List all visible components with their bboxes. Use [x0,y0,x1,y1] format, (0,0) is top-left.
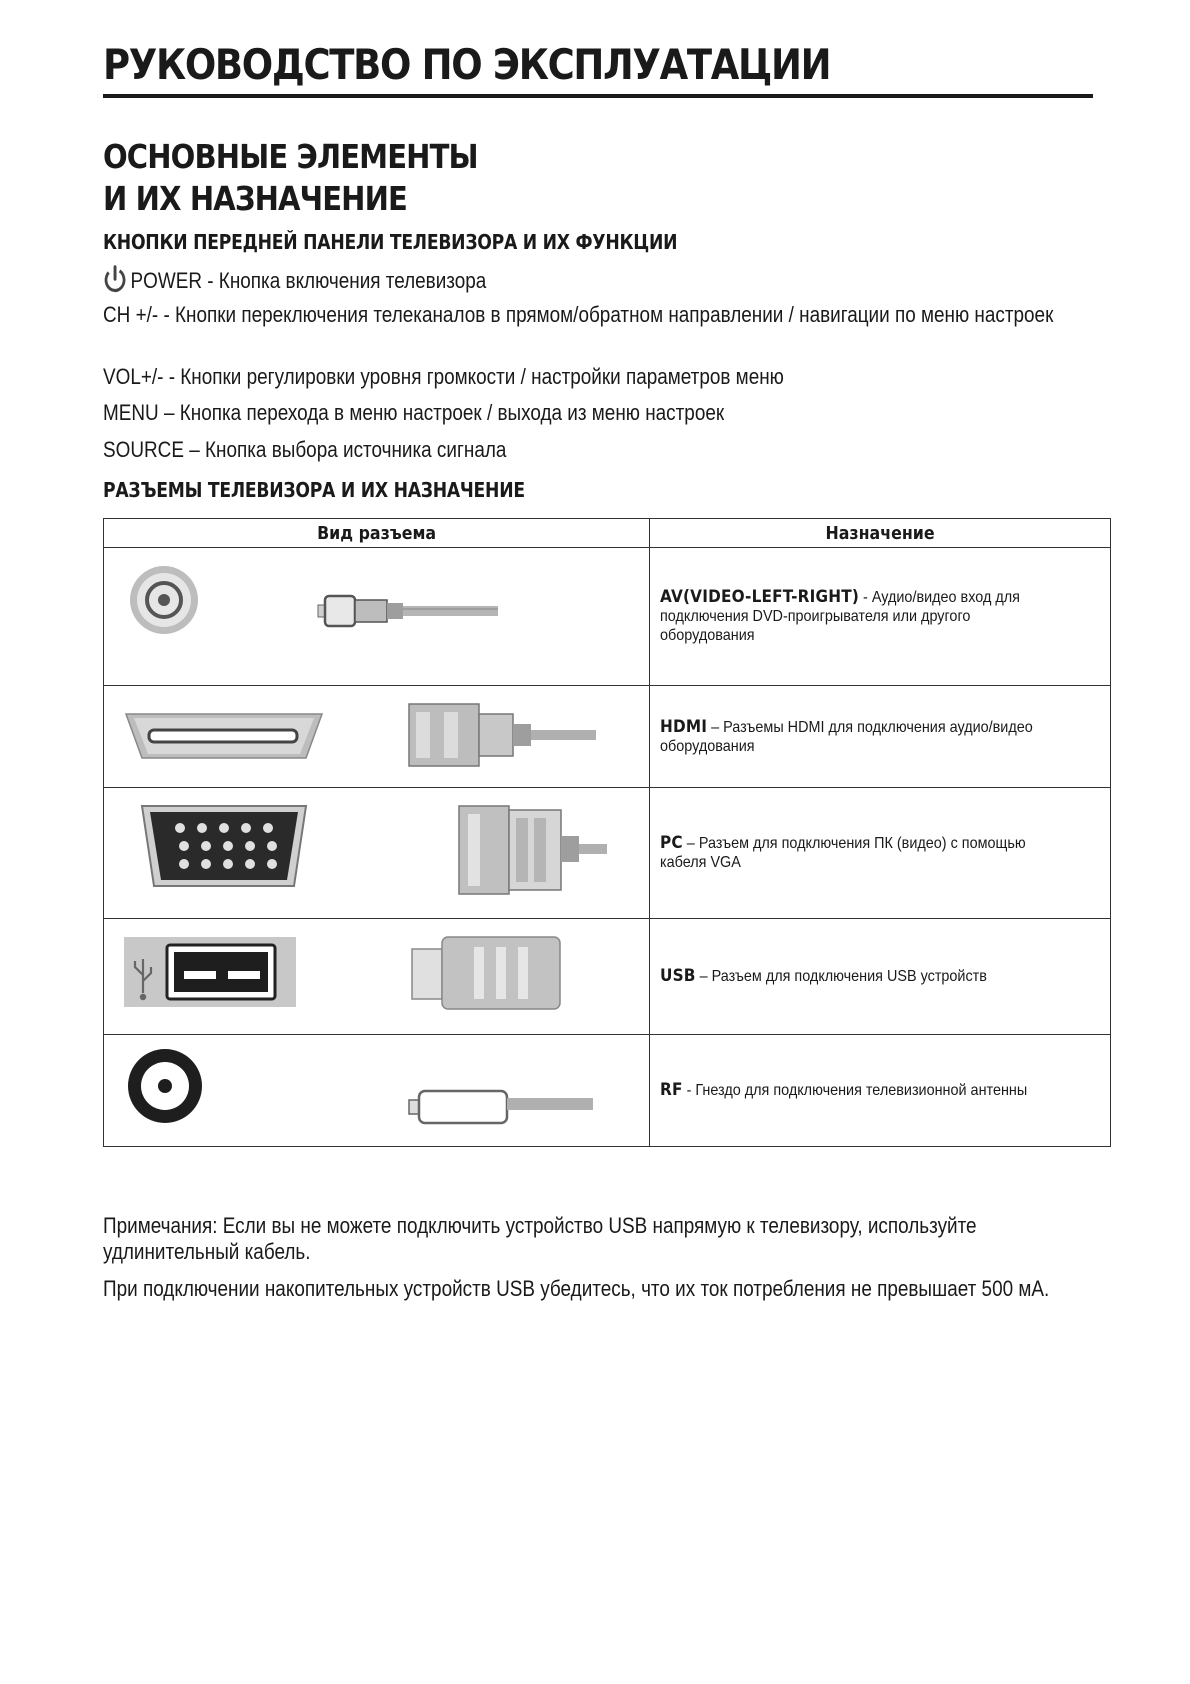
section-title-line2: И ИХ НАЗНАЧЕНИЕ [103,179,407,218]
connector-name: PC [660,833,683,853]
av-description: AV(VIDEO-LEFT-RIGHT) - Аудио/видео вход для подключения DVD-проигрывателя или другого оборудования [660,587,1020,644]
connector-image-cell [104,1035,650,1147]
rf-description: RF - Гнездо для подключения телевизионной антенны [660,1080,1028,1100]
title-divider [103,94,1093,98]
connector-name: HDMI [660,716,708,737]
connectors-heading: РАЗЪЕМЫ ТЕЛЕВИЗОРА И ИХ НАЗНАЧЕНИЕ [103,478,525,502]
table-row [104,548,1111,686]
table-row [104,1035,1111,1147]
front-panel-heading: КНОПКИ ПЕРЕДНЕЙ ПАНЕЛИ ТЕЛЕВИЗОРА И ИХ ФУНКЦИИ [103,230,678,254]
note-usb-current: При подключении накопительных устройств USB убедитесь, что их ток потребления не превышает 500 мА. [103,1276,1050,1301]
pc-description: PC – Разъем для подключения ПК (видео) с помощью кабеля VGA [660,833,1026,871]
connector-name: USB [660,966,696,986]
connector-description-cell [650,686,1111,788]
table-row [104,788,1111,919]
button-description-vol: VOL+/- - Кнопки регулировки уровня громкости / настройки параметров меню [103,364,784,389]
section-title-line1: ОСНОВНЫЕ ЭЛЕМЕНТЫ [103,137,478,176]
connector-image-cell [104,686,650,788]
connector-description-cell [650,548,1111,686]
connector-description-cell [650,1035,1111,1147]
connector-name: RF [660,1080,683,1100]
button-description-source: SOURCE – Кнопка выбора источника сигнала [103,437,507,462]
column-header-purpose: Назначение [650,519,1111,548]
power-icon [103,265,127,293]
connector-name: AV(VIDEO-LEFT-RIGHT) [660,587,860,607]
button-description-ch: CH +/- - Кнопки переключения телеканалов в прямом/обратном направлении / навигации по меню настроек [103,302,1054,327]
button-description-power [103,265,1092,294]
column-header-type: Вид разъема [104,519,650,548]
note-usb-extension: Примечания: Если вы не можете подключить устройство USB напрямую к телевизору, используйте удлинительный кабель. [103,1213,977,1264]
button-description-menu: MENU – Кнопка перехода в меню настроек / выхода из меню настроек [103,400,725,425]
section-title [103,136,478,220]
usb-port-icon [104,919,649,1034]
connector-image-cell [104,788,650,919]
connector-description-cell [650,919,1111,1035]
rf-jack-icon [104,1035,649,1146]
hdmi-description: HDMI – Разъемы HDMI для подключения аудио/видео оборудования [660,716,1033,755]
table-row [104,919,1111,1035]
vga-port-icon [104,788,649,918]
connector-description-cell [650,788,1111,919]
page-title: РУКОВОДСТВО ПО ЭКСПЛУАТАЦИИ [103,40,831,89]
av-jack-icon [104,548,649,685]
usb-description: USB – Разъем для подключения USB устройств [660,966,987,986]
button-description-power-text: POWER - Кнопка включения телевизора [130,268,487,293]
hdmi-port-icon [104,686,649,787]
table-header-row [104,519,1111,548]
connector-image-cell [104,548,650,686]
connector-image-cell [104,919,650,1035]
table-row [104,686,1111,788]
connectors-table [103,518,1111,1147]
